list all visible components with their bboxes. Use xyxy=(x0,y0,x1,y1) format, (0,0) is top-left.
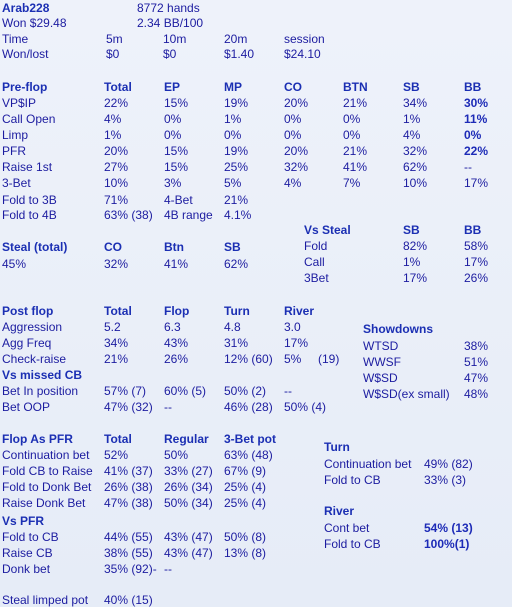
river-cell: 54% (13) xyxy=(424,521,473,535)
preflop-col-sb: SB xyxy=(403,80,420,94)
preflop-cell: 21% xyxy=(343,144,368,158)
steal-total-value: 45% xyxy=(2,257,27,271)
preflop-cell: -- xyxy=(464,160,472,174)
vs-steal-cell: 26% xyxy=(464,271,489,285)
flop-as-pfr-cell: 25% (4) xyxy=(224,496,267,510)
preflop-cell: 10% xyxy=(104,176,129,190)
preflop-cell: 4% xyxy=(403,128,421,142)
turn-cell: 49% (82) xyxy=(424,457,473,471)
vs-steal-row-label: Fold xyxy=(304,239,328,253)
flop-as-pfr-row-label: Fold CB to Raise xyxy=(2,464,93,478)
preflop-cell: 0% xyxy=(224,128,242,142)
flop-as-pfr-cell: 33% (27) xyxy=(164,464,213,478)
time-col-20m: 20m xyxy=(224,32,248,46)
flop-as-pfr-row-label: Continuation bet xyxy=(2,448,90,462)
preflop-row-label: Raise 1st xyxy=(2,160,53,174)
time-col-10m: 10m xyxy=(163,32,187,46)
flop-as-pfr-cell: 26% (34) xyxy=(164,480,213,494)
vs-steal-cell: 82% xyxy=(403,239,428,253)
vs-pfr-cell: 43% (47) xyxy=(164,546,213,560)
preflop-cell: 4% xyxy=(284,176,302,190)
preflop-col-ep: EP xyxy=(164,80,181,94)
postflop-cell: 3.0 xyxy=(284,320,301,334)
steal-btn-value: 41% xyxy=(164,257,189,271)
missed-cb-cell: 50% (4) xyxy=(284,400,327,414)
flop-as-pfr-row-label: Raise Donk Bet xyxy=(2,496,86,510)
steal-title: Steal (total) xyxy=(2,240,68,254)
turn-row-label: Fold to CB xyxy=(324,473,381,487)
preflop-row-label: 3-Bet xyxy=(2,176,31,190)
time-col-5m: 5m xyxy=(106,32,123,46)
vs-steal-col-sb: SB xyxy=(403,223,420,237)
preflop-cell: 19% xyxy=(224,144,249,158)
preflop-row-label: PFR xyxy=(2,144,26,158)
flop-as-pfr-col-3bet: 3-Bet pot xyxy=(224,432,276,446)
missed-cb-cell: 60% (5) xyxy=(164,384,207,398)
player-name: Arab228 xyxy=(2,1,50,15)
vs-pfr-cell: -- xyxy=(164,562,172,576)
vs-pfr-cell: 13% (8) xyxy=(224,546,267,560)
time-col-session: session xyxy=(284,32,325,46)
showdowns-cell: 48% xyxy=(464,387,489,401)
four-bet-range-label: 4B range xyxy=(164,208,213,222)
preflop-cell: 22% xyxy=(464,144,489,158)
postflop-col-total: Total xyxy=(104,304,132,318)
vs-pfr-cell: 44% (55) xyxy=(104,530,153,544)
showdowns-cell: 47% xyxy=(464,371,489,385)
missed-cb-cell: -- xyxy=(284,384,292,398)
missed-cb-row-label: Bet OOP xyxy=(2,400,51,414)
wonlost-20m: $1.40 xyxy=(224,47,255,61)
flop-as-pfr-cell: 50% (34) xyxy=(164,496,213,510)
flop-as-pfr-cell: 67% (9) xyxy=(224,464,267,478)
fold-to-4b-label: Fold to 4B xyxy=(2,208,57,222)
preflop-col-bb: BB xyxy=(464,80,482,94)
steal-co-value: 32% xyxy=(104,257,129,271)
vs-pfr-cell: 50% (8) xyxy=(224,530,267,544)
postflop-cell: 43% xyxy=(164,336,189,350)
fold-to-3b-label: Fold to 3B xyxy=(2,193,57,207)
showdowns-cell: 51% xyxy=(464,355,489,369)
preflop-cell: 0% xyxy=(284,128,302,142)
river-cell: 100%(1) xyxy=(424,537,470,551)
flop-as-pfr-cell: 26% (38) xyxy=(104,480,153,494)
showdowns-row-label: W$SD xyxy=(363,371,398,385)
flop-as-pfr-col-total: Total xyxy=(104,432,132,446)
flop-as-pfr-cell: 47% (38) xyxy=(104,496,153,510)
vs-pfr-cell: 43% (47) xyxy=(164,530,213,544)
postflop-cell: 12% (60) xyxy=(224,352,273,366)
postflop-cell: 26% xyxy=(164,352,189,366)
preflop-cell: 7% xyxy=(343,176,361,190)
vs-steal-row-label: Call xyxy=(304,255,325,269)
four-bet-range-value: 4.1% xyxy=(224,208,252,222)
postflop-cell: 6.3 xyxy=(164,320,181,334)
vs-steal-title: Vs Steal xyxy=(304,223,351,237)
vs-pfr-cell: 35% (92)- xyxy=(104,562,157,576)
postflop-cell: (19) xyxy=(318,352,340,366)
vs-steal-row-label: 3Bet xyxy=(304,271,329,285)
preflop-cell: 41% xyxy=(343,160,368,174)
flop-as-pfr-cell: 63% (48) xyxy=(224,448,273,462)
wonlost-label: Won/lost xyxy=(2,47,49,61)
river-row-label: Cont bet xyxy=(324,521,370,535)
preflop-cell: 0% xyxy=(343,128,361,142)
vs-steal-cell: 17% xyxy=(464,255,489,269)
preflop-cell: 11% xyxy=(464,112,488,126)
postflop-row-label: Aggression xyxy=(2,320,63,334)
flop-as-pfr-row-label: Fold to Donk Bet xyxy=(2,480,92,494)
preflop-cell: 0% xyxy=(164,128,182,142)
bb-per-100: 2.34 BB/100 xyxy=(137,16,204,30)
preflop-cell: 20% xyxy=(284,96,309,110)
preflop-cell: 27% xyxy=(104,160,129,174)
flop-as-pfr-cell: 50% xyxy=(164,448,189,462)
preflop-cell: 1% xyxy=(224,112,242,126)
showdowns-row-label: W$SD(ex small) xyxy=(363,387,450,401)
showdowns-title: Showdowns xyxy=(363,322,433,336)
steal-sb-value: 62% xyxy=(224,257,249,271)
missed-cb-cell: -- xyxy=(164,400,172,414)
preflop-col-mp: MP xyxy=(224,80,242,94)
postflop-cell: 5.2 xyxy=(104,320,121,334)
vs-pfr-row-label: Fold to CB xyxy=(2,530,59,544)
vs-pfr-title: Vs PFR xyxy=(2,514,45,528)
postflop-cell: 31% xyxy=(224,336,249,350)
preflop-cell: 15% xyxy=(164,160,189,174)
preflop-col-total: Total xyxy=(104,80,132,94)
fold-to-3b-value: 71% xyxy=(104,193,129,207)
preflop-row-label: VP$IP xyxy=(2,96,37,110)
preflop-cell: 15% xyxy=(164,144,189,158)
missed-cb-cell: 57% (7) xyxy=(104,384,147,398)
vs-pfr-cell: 38% (55) xyxy=(104,546,153,560)
postflop-row-label: Check-raise xyxy=(2,352,67,366)
postflop-cell: 21% xyxy=(104,352,129,366)
turn-title: Turn xyxy=(324,440,350,454)
preflop-cell: 4% xyxy=(104,112,122,126)
flop-as-pfr-col-regular: Regular xyxy=(164,432,209,446)
steal-col-btn: Btn xyxy=(164,240,184,254)
preflop-cell: 15% xyxy=(164,96,189,110)
postflop-cell: 17% xyxy=(284,336,309,350)
preflop-cell: 34% xyxy=(403,96,428,110)
preflop-cell: 22% xyxy=(104,96,129,110)
vs-steal-col-bb: BB xyxy=(464,223,482,237)
preflop-cell: 0% xyxy=(164,112,182,126)
vs-steal-cell: 1% xyxy=(403,255,421,269)
postflop-cell: 5% xyxy=(284,352,302,366)
vs-pfr-row-label: Donk bet xyxy=(2,562,51,576)
won-amount: Won $29.48 xyxy=(2,16,67,30)
flop-as-pfr-cell: 25% (4) xyxy=(224,480,267,494)
turn-cell: 33% (3) xyxy=(424,473,467,487)
vs-steal-cell: 17% xyxy=(403,271,428,285)
preflop-cell: 17% xyxy=(464,176,489,190)
missed-cb-cell: 46% (28) xyxy=(224,400,273,414)
showdowns-row-label: WTSD xyxy=(363,339,399,353)
preflop-cell: 62% xyxy=(403,160,428,174)
preflop-row-label: Call Open xyxy=(2,112,56,126)
turn-row-label: Continuation bet xyxy=(324,457,412,471)
flop-as-pfr-cell: 52% xyxy=(104,448,129,462)
four-bet-label: 4-Bet xyxy=(164,193,193,207)
preflop-cell: 32% xyxy=(284,160,309,174)
postflop-col-river: River xyxy=(284,304,315,318)
preflop-cell: 21% xyxy=(343,96,368,110)
flop-as-pfr-cell: 41% (37) xyxy=(104,464,153,478)
preflop-cell: 0% xyxy=(343,112,361,126)
wonlost-10m: $0 xyxy=(163,47,177,61)
preflop-cell: 10% xyxy=(403,176,428,190)
steal-limped-pot-value: 40% (15) xyxy=(104,593,153,607)
river-row-label: Fold to CB xyxy=(324,537,381,551)
preflop-cell: 0% xyxy=(284,112,302,126)
preflop-cell: 1% xyxy=(104,128,122,142)
missed-cb-row-label: Bet In position xyxy=(2,384,79,398)
steal-col-co: CO xyxy=(104,240,122,254)
postflop-col-flop: Flop xyxy=(164,304,190,318)
vs-steal-cell: 58% xyxy=(464,239,489,253)
missed-cb-cell: 50% (2) xyxy=(224,384,267,398)
flop-as-pfr-title: Flop As PFR xyxy=(2,432,73,446)
preflop-col-co: CO xyxy=(284,80,302,94)
steal-col-sb: SB xyxy=(224,240,241,254)
preflop-cell: 19% xyxy=(224,96,249,110)
missed-cb-cell: 47% (32) xyxy=(104,400,153,414)
postflop-col-turn: Turn xyxy=(224,304,250,318)
preflop-cell: 0% xyxy=(464,128,482,142)
four-bet-value: 21% xyxy=(224,193,249,207)
vs-pfr-row-label: Raise CB xyxy=(2,546,53,560)
preflop-cell: 5% xyxy=(224,176,242,190)
showdowns-row-label: WWSF xyxy=(363,355,401,369)
postflop-cell: 4.8 xyxy=(224,320,241,334)
river-title: River xyxy=(324,504,355,518)
postflop-title: Post flop xyxy=(2,304,54,318)
time-label: Time xyxy=(2,32,29,46)
missed-cb-title: Vs missed CB xyxy=(2,368,83,382)
preflop-cell: 3% xyxy=(164,176,182,190)
preflop-cell: 1% xyxy=(403,112,421,126)
hands-count: 8772 hands xyxy=(137,1,200,15)
preflop-row-label: Limp xyxy=(2,128,29,142)
preflop-cell: 30% xyxy=(464,96,489,110)
preflop-cell: 20% xyxy=(104,144,129,158)
preflop-cell: 32% xyxy=(403,144,428,158)
wonlost-5m: $0 xyxy=(106,47,120,61)
preflop-cell: 20% xyxy=(284,144,309,158)
preflop-col-btn: BTN xyxy=(343,80,368,94)
showdowns-cell: 38% xyxy=(464,339,489,353)
preflop-cell: 25% xyxy=(224,160,249,174)
postflop-row-label: Agg Freq xyxy=(2,336,52,350)
preflop-title: Pre-flop xyxy=(2,80,48,94)
postflop-cell: 34% xyxy=(104,336,129,350)
steal-limped-pot-label: Steal limped pot xyxy=(2,593,89,607)
wonlost-session: $24.10 xyxy=(284,47,321,61)
fold-to-4b-value: 63% (38) xyxy=(104,208,153,222)
